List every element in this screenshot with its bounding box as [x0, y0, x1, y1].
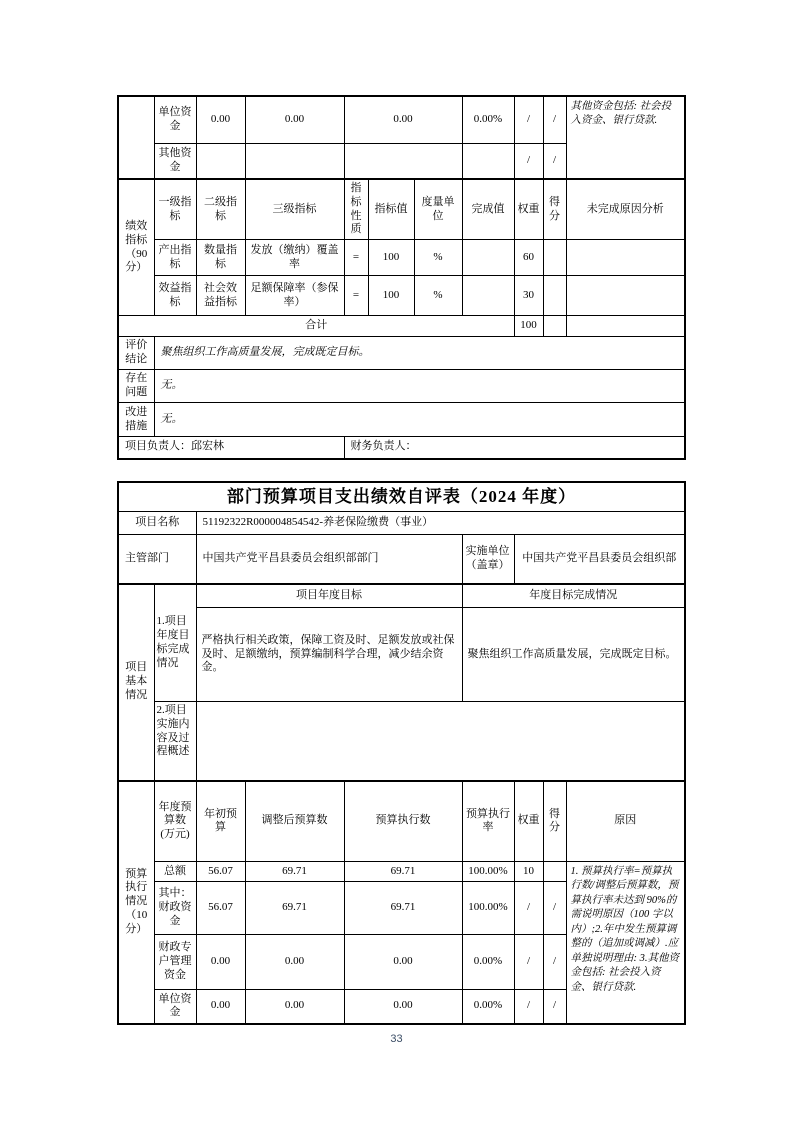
benefit-indicator-score: [543, 276, 566, 316]
other-funds-weight: /: [514, 143, 543, 179]
improvement-label: 改进措施: [118, 403, 154, 437]
fiscal-funds-weight: /: [514, 882, 543, 935]
other-funds-initial: [196, 143, 245, 179]
output-indicator-weight: 60: [514, 240, 543, 276]
impl-unit-value: 中国共产党平昌县委员会组织部: [514, 535, 685, 584]
special-account-weight: /: [514, 935, 543, 990]
benefit-indicator-reason: [566, 276, 685, 316]
budget-exec-section-label: 预算执行情况（10分）: [118, 781, 154, 1024]
total-row-label: 总额: [154, 862, 196, 882]
unit-funds-initial: 0.00: [196, 96, 245, 143]
fiscal-funds-executed: 69.71: [344, 882, 462, 935]
project-name-label: 项目名称: [118, 512, 196, 535]
impl-unit-label: 实施单位（盖章）: [462, 535, 514, 584]
problems-label: 存在问题: [118, 370, 154, 403]
header-measure-unit: 度量单位: [414, 179, 462, 240]
header-indicator-value: 指标值: [368, 179, 414, 240]
output-indicator-reason: [566, 240, 685, 276]
unit-funds-label: 单位资金: [154, 96, 196, 143]
total-reason: [566, 316, 685, 337]
unit-funds2-rate: 0.00%: [462, 990, 514, 1024]
project-name-value: 51192322R000004854542-养老保险缴费（事业）: [196, 512, 685, 535]
unit-funds-score: /: [543, 96, 566, 143]
special-account-initial: 0.00: [196, 935, 245, 990]
fiscal-funds-score: /: [543, 882, 566, 935]
dept-label: 主管部门: [118, 535, 196, 584]
total-weight: 100: [514, 316, 543, 337]
unit-funds2-label: 单位资金: [154, 990, 196, 1024]
project-lead: 项目负责人：邱宏林: [118, 437, 344, 459]
other-funds-executed: [344, 143, 462, 179]
total-weight2: 10: [514, 862, 543, 882]
benefit-indicator-l2: 社会效益指标: [196, 276, 245, 316]
header-uncompleted-reason: 未完成原因分析: [566, 179, 685, 240]
self-eval-table-2024: [117, 481, 686, 1025]
benefit-indicator-unit: %: [414, 276, 462, 316]
annual-goal-header: 项目年度目标: [196, 584, 462, 608]
goal-completion-header: 年度目标完成情况: [462, 584, 685, 608]
header-adjusted-budget: 调整后预算数: [245, 781, 344, 862]
total-score2: [543, 862, 566, 882]
document-page: [117, 95, 684, 1025]
unit-funds-executed: 0.00: [344, 96, 462, 143]
conclusion-label: 评价结论: [118, 337, 154, 370]
fiscal-funds-initial: 56.07: [196, 882, 245, 935]
improvement-value: 无。: [154, 403, 685, 437]
total-label: 合计: [118, 316, 514, 337]
unit-funds2-initial: 0.00: [196, 990, 245, 1024]
output-indicator-score: [543, 240, 566, 276]
impl-process-section-label: 2.项目实施内容及过程概述: [154, 702, 196, 781]
special-account-adjusted: 0.00: [245, 935, 344, 990]
output-indicator-l3: 发放（缴纳）覆盖率: [245, 240, 344, 276]
unit-funds2-adjusted: 0.00: [245, 990, 344, 1024]
benefit-indicator-l1: 效益指标: [154, 276, 196, 316]
special-account-score: /: [543, 935, 566, 990]
special-account-executed: 0.00: [344, 935, 462, 990]
perf-indicator-section-label: 绩效指标（90分）: [118, 179, 154, 316]
annual-goal-text: 严格执行相关政策，保障工资及时、足额发放或社保及时、足额缴纳，预算编制科学合理，减少结余资金。: [196, 608, 462, 702]
total-adjusted: 69.71: [245, 862, 344, 882]
total-score: [543, 316, 566, 337]
dept-value: 中国共产党平昌县委员会组织部部门: [196, 535, 462, 584]
unit-funds-rate: 0.00%: [462, 96, 514, 143]
total-executed: 69.71: [344, 862, 462, 882]
special-account-rate: 0.00%: [462, 935, 514, 990]
benefit-indicator-nature: =: [344, 276, 368, 316]
output-indicator-l1: 产出指标: [154, 240, 196, 276]
header-initial-budget: 年初预算: [196, 781, 245, 862]
annual-goal-section-label: 1.项目年度目标完成情况: [154, 584, 196, 702]
header-score: 得分: [543, 179, 566, 240]
output-indicator-l2: 数量指标: [196, 240, 245, 276]
conclusion-value: 聚焦组织工作高质量发展，完成既定目标。: [154, 337, 685, 370]
other-funds-note: 其他资金包括: 社会投入资金、银行贷款.: [566, 96, 685, 179]
header-executed-budget: 预算执行数: [344, 781, 462, 862]
unit-funds-weight: /: [514, 96, 543, 143]
unit-funds2-executed: 0.00: [344, 990, 462, 1024]
unit-funds2-weight: /: [514, 990, 543, 1024]
header-annual-budget: 年度预算数(万元): [154, 781, 196, 862]
page-number: 33: [390, 1033, 403, 1045]
unit-funds-adjusted: 0.00: [245, 96, 344, 143]
other-funds-label: 其他资金: [154, 143, 196, 179]
header-exec-rate: 预算执行率: [462, 781, 514, 862]
header-level3-indicator: 三级指标: [245, 179, 344, 240]
other-funds-rate: [462, 143, 514, 179]
basic-info-section-label: 项目基本情况: [118, 584, 154, 781]
benefit-indicator-weight: 30: [514, 276, 543, 316]
benefit-indicator-done: [462, 276, 514, 316]
other-funds-score: /: [543, 143, 566, 179]
total-rate: 100.00%: [462, 862, 514, 882]
special-account-label: 财政专户管理资金: [154, 935, 196, 990]
section-label-empty-cell: [118, 96, 154, 179]
fiscal-funds-adjusted: 69.71: [245, 882, 344, 935]
other-funds-adjusted: [245, 143, 344, 179]
fiscal-funds-rate: 100.00%: [462, 882, 514, 935]
header-level2-indicator: 二级指标: [196, 179, 245, 240]
fiscal-funds-label: 其中：财政资金: [154, 882, 196, 935]
output-indicator-nature: =: [344, 240, 368, 276]
exec-rate-note: 1. 预算执行率=预算执行数/调整后预算数，预算执行率未达到 90%的需说明原因（100 字以内）;2.年中发生预算调整的（追加或调减）.应单独说明理由: 3.其他资金包括: 社会投入资金、银行贷款.: [566, 862, 685, 1024]
unit-funds2-score: /: [543, 990, 566, 1024]
impl-process-text: [196, 702, 685, 781]
table-title: 部门预算项目支出绩效自评表（2024 年度）: [118, 482, 685, 512]
benefit-indicator-l3: 足额保障率（参保率）: [245, 276, 344, 316]
header-weight2: 权重: [514, 781, 543, 862]
benefit-indicator-value: 100: [368, 276, 414, 316]
output-indicator-unit: %: [414, 240, 462, 276]
total-initial: 56.07: [196, 862, 245, 882]
finance-lead: 财务负责人：: [344, 437, 685, 459]
self-eval-table-continuation: [117, 95, 686, 460]
header-completed-value: 完成值: [462, 179, 514, 240]
header-indicator-nature: 指标性质: [344, 179, 368, 240]
table-gap: [117, 460, 684, 481]
output-indicator-done: [462, 240, 514, 276]
header-score2: 得分: [543, 781, 566, 862]
header-level1-indicator: 一级指标: [154, 179, 196, 240]
problems-value: 无。: [154, 370, 685, 403]
header-weight: 权重: [514, 179, 543, 240]
header-reason2: 原因: [566, 781, 685, 862]
goal-completion-text: 聚焦组织工作高质量发展，完成既定目标。: [462, 608, 685, 702]
output-indicator-value: 100: [368, 240, 414, 276]
